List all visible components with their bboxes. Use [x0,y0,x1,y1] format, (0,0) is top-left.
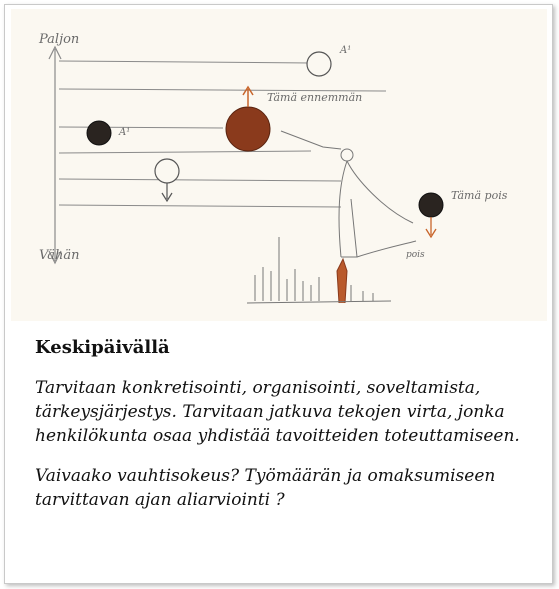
caption [35,337,535,528]
caption-paragraph-2: Vaivaako vauhtisokeus? Työmäärän ja omaksumiseen tarvittavan ajan aliarviointi ? [35,466,496,510]
mark-a1-top: A¹ [340,45,352,56]
mark-a1-left: A¹ [119,127,131,138]
label-paljon: Paljon [39,32,80,47]
figure-head [341,149,353,161]
label-tama-ennemman: Tämä ennemmän [267,91,363,104]
caption-title: Keskipäivällä [35,337,170,358]
level-line-5 [59,179,341,181]
sketch-illustration [11,9,547,321]
figure-arm [281,131,341,149]
level-line-4 [59,151,311,153]
ground-line [247,301,391,303]
brown-plant [337,259,347,303]
label-tama-pois: Tämä pois [451,189,508,202]
pencil-drawing [11,9,547,321]
grass-strokes [255,237,373,301]
mark-pois: pois [406,250,425,260]
level-line-3 [59,127,223,128]
hollow-ball-top [307,52,331,76]
dark-ball-right [419,193,443,217]
figure-body [339,161,413,257]
dark-ball-left [87,121,111,145]
brown-ball [226,107,270,151]
card [4,4,553,584]
label-vahan: Vähän [39,248,80,263]
caption-paragraph-1: Tarvitaan konkretisointi, organisointi, soveltamista, tärkeysjärjestys. Tarvitaan jatkuva tekojen virta, jonka henkilökunta osaa yhdistää tavoitteiden toteuttamiseen. [35,378,520,446]
level-line-1 [59,61,311,63]
level-line-6 [59,205,341,207]
hollow-ball-middle [155,159,179,183]
